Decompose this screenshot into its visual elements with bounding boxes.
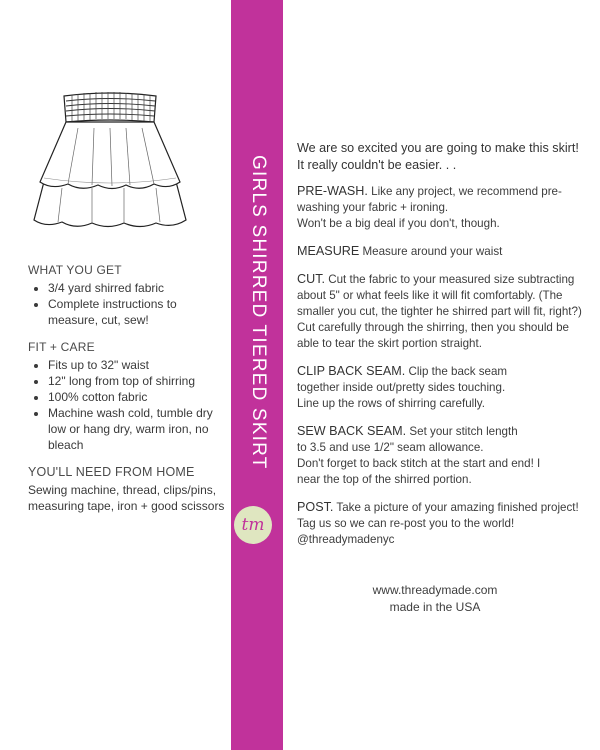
list-item: • 3/4 yard shirred fabric bbox=[48, 280, 228, 296]
step-cut bbox=[297, 271, 597, 352]
step-post bbox=[297, 499, 597, 548]
fit-care-heading: FIT + CARE bbox=[28, 340, 95, 354]
step-key: CUT. bbox=[297, 272, 325, 286]
step-text: to 3.5 and use 1/2" seam allowance. bbox=[297, 441, 484, 454]
need-from-home-text: Sewing machine, thread, clips/pins, measuring tape, iron + good scissors bbox=[28, 483, 225, 513]
step-text: Tag us so we can re-post you to the world! bbox=[297, 517, 515, 530]
step-text: Take a picture of your amazing finished project! bbox=[333, 501, 579, 514]
what-you-get-heading: WHAT YOU GET bbox=[28, 263, 122, 277]
step-clip-back-seam bbox=[297, 363, 597, 412]
step-prewash bbox=[297, 183, 597, 232]
instructions bbox=[297, 140, 597, 559]
intro-line-2: It really couldn't be easier. . . bbox=[297, 158, 457, 172]
step-key: PRE-WASH. bbox=[297, 184, 368, 198]
origin-text: made in the USA bbox=[389, 600, 481, 614]
step-text: Don't forget to back stitch at the start and end! I bbox=[297, 457, 541, 470]
need-from-home-section bbox=[28, 464, 228, 514]
brand-logo-icon: tm bbox=[234, 506, 272, 544]
need-from-home-heading: YOU'LL NEED FROM HOME bbox=[28, 465, 195, 479]
step-sew-back-seam bbox=[297, 423, 597, 488]
intro-text bbox=[297, 140, 597, 174]
step-key: SEW BACK SEAM. bbox=[297, 424, 407, 438]
skirt-illustration bbox=[26, 88, 194, 238]
step-text: washing your fabric + ironing. bbox=[297, 201, 449, 214]
website-link[interactable]: www.threadymade.com bbox=[372, 583, 498, 597]
step-text: Won't be a big deal if you don't, though. bbox=[297, 217, 500, 230]
step-text: Line up the rows of shirring carefully. bbox=[297, 397, 485, 410]
step-key: CLIP BACK SEAM. bbox=[297, 364, 406, 378]
step-measure bbox=[297, 243, 597, 260]
instagram-handle: @threadymadenyc bbox=[297, 533, 395, 546]
left-column bbox=[28, 262, 228, 525]
fit-care-section bbox=[28, 339, 228, 453]
intro-line-1: We are so excited you are going to make this skirt! bbox=[297, 141, 579, 155]
step-text: able to tear the skirt portion straight. bbox=[297, 337, 482, 350]
list-item: • Complete instructions to measure, cut, sew! bbox=[48, 296, 228, 328]
step-key: POST. bbox=[297, 500, 334, 514]
step-text: about 5" or what feels like it will fit comfortably. (The bbox=[297, 289, 563, 302]
what-you-get-section bbox=[28, 262, 228, 328]
step-text: smaller you cut, the tighter he shirred part will fit, right?) bbox=[297, 305, 582, 318]
list-item: • Machine wash cold, tumble dry low or hang dry, warm iron, no bleach bbox=[48, 405, 228, 453]
list-item: • Fits up to 32" waist bbox=[48, 357, 228, 373]
list-item: • 12" long from top of shirring bbox=[48, 373, 228, 389]
step-text: Cut carefully through the shirring, then you should be bbox=[297, 321, 569, 334]
step-key: MEASURE bbox=[297, 244, 360, 258]
footer bbox=[297, 582, 573, 616]
step-text: Set your stitch length bbox=[406, 425, 518, 438]
step-text: near the top of the shirred portion. bbox=[297, 473, 472, 486]
list-item: • 100% cotton fabric bbox=[48, 389, 228, 405]
step-text: Measure around your waist bbox=[359, 245, 503, 258]
page-title: GIRLS SHIRRED TIERED SKIRT bbox=[248, 155, 269, 470]
step-text: Cut the fabric to your measured size subtracting bbox=[325, 273, 575, 286]
step-text: Like any project, we recommend pre- bbox=[367, 185, 562, 198]
step-text: Clip the back seam bbox=[405, 365, 508, 378]
step-text: together inside out/pretty sides touching. bbox=[297, 381, 506, 394]
